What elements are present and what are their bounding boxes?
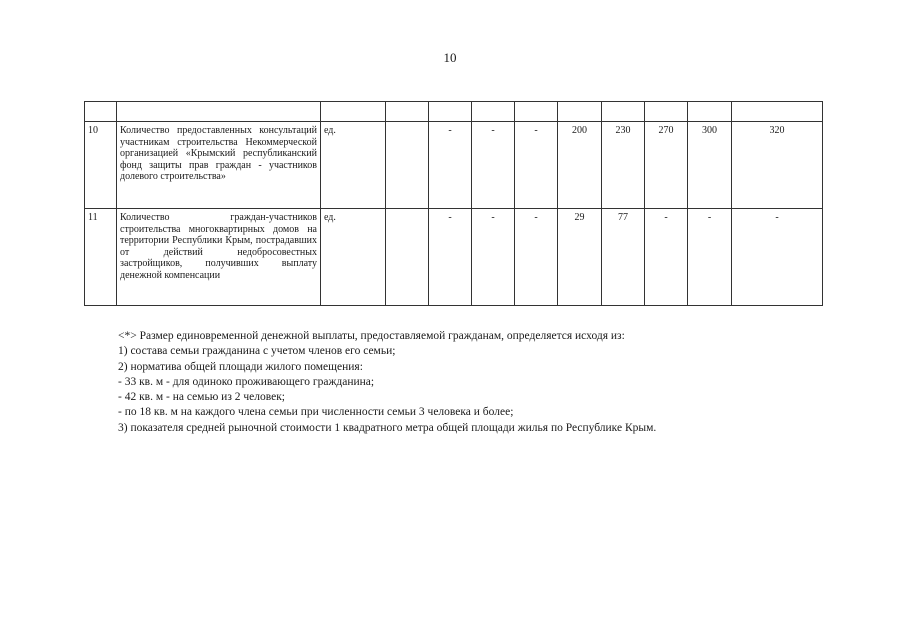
row-value: - — [688, 209, 732, 306]
header-cell — [558, 102, 602, 122]
row-value: - — [515, 122, 558, 209]
header-cell — [688, 102, 732, 122]
row-value: 300 — [688, 122, 732, 209]
row-value — [386, 209, 429, 306]
header-cell — [117, 102, 321, 122]
row-value: - — [472, 122, 515, 209]
row-description: Количество предоставленных консультаций участникам строительства Некоммерческой организацией «Крымский республиканский фонд защиты прав граждан - участников долевого строительства» — [117, 122, 321, 209]
header-cell — [386, 102, 429, 122]
footnote-line: 2) норматива общей площади жилого помещения: — [118, 360, 363, 373]
footnote-line: <*> Размер единовременной денежной выплаты, предоставляемой гражданам, определяется исходя из: — [118, 330, 625, 342]
row-value: - — [645, 209, 688, 306]
footnote-line: 1) состава семьи гражданина с учетом членов его семьи; — [118, 345, 396, 358]
row-value: 230 — [602, 122, 645, 209]
table-row — [85, 122, 823, 209]
row-value: 270 — [645, 122, 688, 209]
header-cell — [515, 102, 558, 122]
header-cell — [645, 102, 688, 122]
header-cell — [602, 102, 645, 122]
row-value: 77 — [602, 209, 645, 306]
header-cell — [732, 102, 823, 122]
row-unit: ед. — [321, 209, 386, 306]
row-unit: ед. — [321, 122, 386, 209]
table-header-row — [85, 102, 823, 122]
row-value: - — [429, 122, 472, 209]
header-cell — [85, 102, 117, 122]
row-description: Количество граждан-участников строительства многоквартирных домов на территории Республики Крым, пострадавших от действий недобросовестных застройщиков, получивших выплату денежной компенсации — [117, 209, 321, 306]
header-cell — [429, 102, 472, 122]
row-value: 200 — [558, 122, 602, 209]
row-value: - — [515, 209, 558, 306]
footnote-line: - по 18 кв. м на каждого члена семьи при численности семьи 3 человека и более; — [118, 406, 514, 419]
footnotes — [118, 329, 656, 436]
row-number: 10 — [85, 122, 117, 209]
header-cell — [472, 102, 515, 122]
row-value — [386, 122, 429, 209]
table-body — [85, 102, 823, 306]
footnote-line: - 42 кв. м - на семью из 2 человек; — [118, 391, 285, 404]
row-value: - — [472, 209, 515, 306]
row-value: - — [732, 209, 823, 306]
indicators-table — [84, 101, 823, 306]
footnote-line: - 33 кв. м - для одиноко проживающего гражданина; — [118, 375, 375, 388]
row-value: - — [429, 209, 472, 306]
table-row — [85, 209, 823, 306]
row-number: 11 — [85, 209, 117, 306]
page-number: 10 — [443, 50, 457, 65]
row-value: 320 — [732, 122, 823, 209]
footnote-line: 3) показателя средней рыночной стоимости 1 квадратного метра общей площади жилья по Республике Крым. — [118, 421, 657, 434]
header-cell — [321, 102, 386, 122]
row-value: 29 — [558, 209, 602, 306]
